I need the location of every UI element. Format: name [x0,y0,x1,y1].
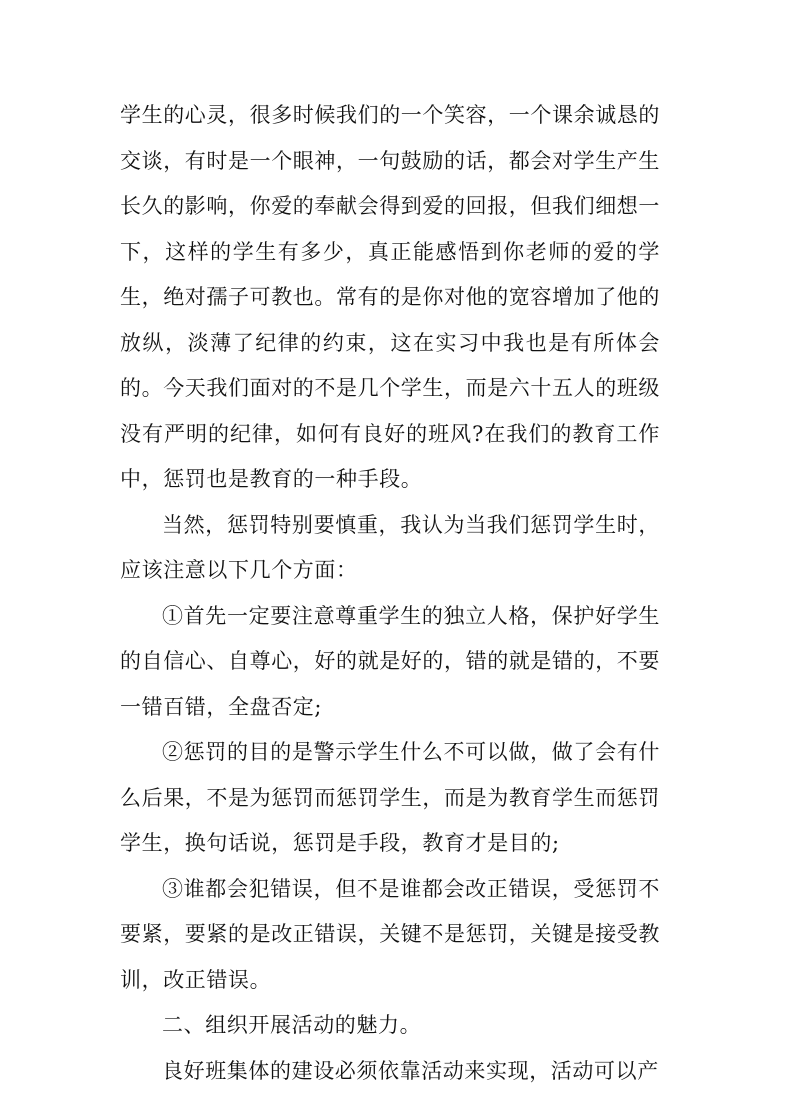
paragraph-punishment-intro: 当然，惩罚特别要慎重，我认为当我们惩罚学生时，应该注意以下几个方面： [120,512,660,582]
paragraph-point-1: ①首先一定要注意尊重学生的独立人格，保护好学生的自信心、自尊心，好的就是好的，错的就是错的，不要一错百错，全盘否定; [120,603,660,719]
paragraph-activities: 良好班集体的建设必须依靠活动来实现，活动可以产 [162,1058,659,1083]
section-heading-activities: 二、组织开展活动的魅力。 [162,1013,422,1037]
paragraph-point-3: ③谁都会犯错误，但不是谁都会改正错误，受惩罚不要紧，要紧的是改正错误，关键不是惩罚，关键是接受教训，改正错误。 [120,876,660,992]
document-body [120,93,660,1094]
paragraph-continuation: 学生的心灵，很多时候我们的一个笑容，一个课余诚恳的交谈，有时是一个眼神，一句鼓励的话，都会对学生产生长久的影响，你爱的奉献会得到爱的回报，但我们细想一下，这样的学生有多少，真正能感悟到你老师的爱的学生，绝对孺子可教也。常有的是你对他的宽容增加了他的放纵，淡薄了纪律的约束，这在实习中我也是有所体会的。今天我们面对的不是几个学生，而是六十五人的班级没有严明的纪律，如何有良好的班风?在我们的教育工作中，惩罚也是教育的一种手段。 [120,103,660,491]
paragraph-point-2: ②惩罚的目的是警示学生什么不可以做，做了会有什么后果，不是为惩罚而惩罚学生，而是为教育学生而惩罚学生，换句话说，惩罚是手段，教育才是目的; [120,740,660,855]
